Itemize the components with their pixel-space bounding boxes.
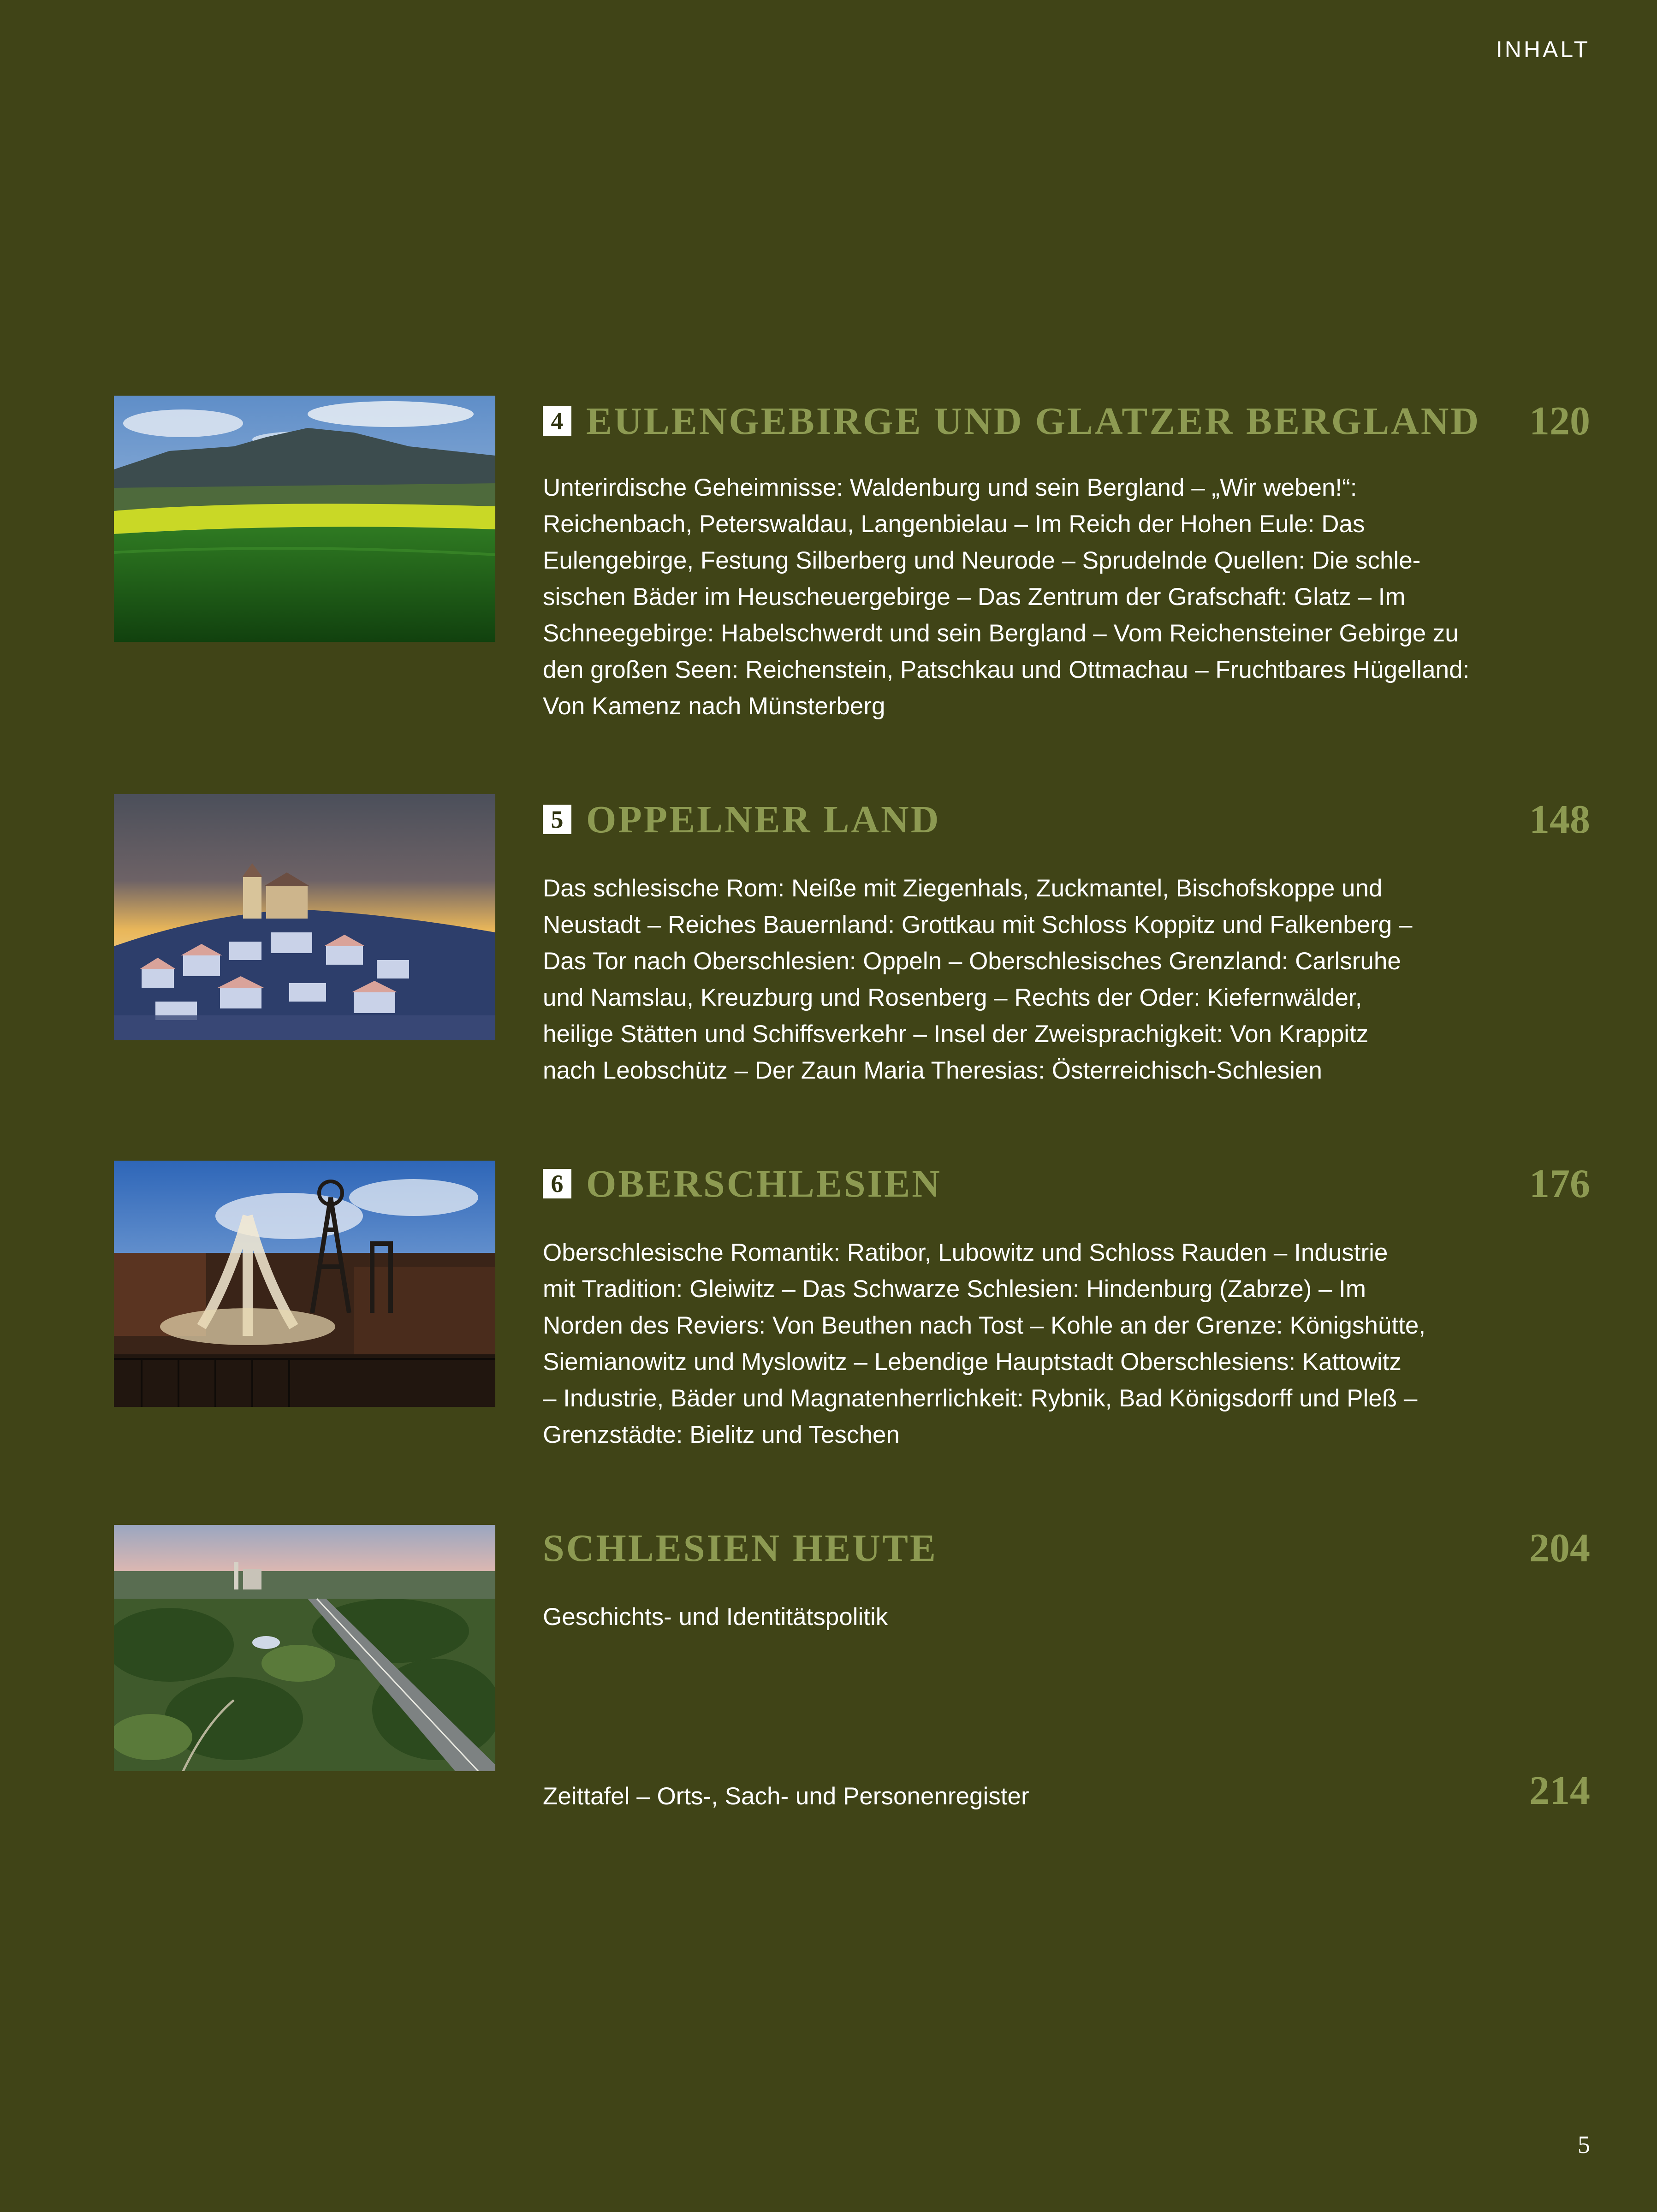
chapter-number-badge: 5 bbox=[543, 805, 571, 834]
chapter-page-number: 176 bbox=[1529, 1161, 1590, 1206]
chapter-number-badge: 6 bbox=[543, 1169, 571, 1198]
description-line: Siemianowitz und Myslowitz – Lebendige Hauptstadt Oberschlesiens: Kattowitz bbox=[543, 1348, 1402, 1376]
description-line: mit Tradition: Gleiwitz – Das Schwarze Schlesien: Hindenburg (Zabrze) – Im bbox=[543, 1275, 1366, 1303]
toc-section-5 bbox=[0, 794, 1657, 1135]
chapter-page-number: 148 bbox=[1529, 797, 1590, 842]
register-page-number: 214 bbox=[1529, 1768, 1590, 1813]
description-line: Eulengebirge, Festung Silberberg und Neurode – Sprudelnde Quellen: Die schle- bbox=[543, 547, 1421, 574]
description-line: Oberschlesische Romantik: Ratibor, Lubowitz und Schloss Rauden – Industrie bbox=[543, 1239, 1388, 1266]
chapter-description bbox=[543, 469, 1502, 724]
description-line: Das schlesische Rom: Neiße mit Ziegenhals, Zuckmantel, Bischofskoppe und bbox=[543, 875, 1383, 902]
section-title-row bbox=[543, 1523, 1590, 1573]
toc-section-4 bbox=[0, 396, 1657, 746]
thumbnail-highway-aerial bbox=[114, 1525, 495, 1771]
thumbnail-mountain-landscape bbox=[114, 396, 495, 642]
chapter-title: OPPELNER LAND bbox=[586, 798, 941, 841]
description-line: Geschichts- und Identitätspolitik bbox=[543, 1603, 888, 1631]
description-line: sischen Bäder im Heuscheuergebirge – Das Zentrum der Grafschaft: Glatz – Im bbox=[543, 583, 1406, 611]
description-line: Grenzstädte: Bielitz und Teschen bbox=[543, 1421, 900, 1448]
chapter-title: OBERSCHLESIEN bbox=[586, 1162, 942, 1205]
chapter-title: SCHLESIEN HEUTE bbox=[543, 1526, 938, 1570]
toc-section-6 bbox=[0, 1158, 1657, 1500]
chapter-description bbox=[543, 870, 1502, 1089]
register-entry-text: Zeittafel – Orts-, Sach- und Personenregister bbox=[543, 1783, 1029, 1810]
section-title-row bbox=[543, 396, 1590, 446]
description-line: nach Leobschütz – Der Zaun Maria Theresias: Österreichisch-Schlesien bbox=[543, 1057, 1322, 1084]
chapter-page-number: 120 bbox=[1529, 398, 1590, 444]
description-line: Norden des Reviers: Von Beuthen nach Tost – Kohle an der Grenze: Königshütte, bbox=[543, 1312, 1426, 1339]
page-number: 5 bbox=[1578, 2131, 1590, 2159]
description-line: Unterirdische Geheimnisse: Waldenburg und sein Bergland – „Wir weben!“: bbox=[543, 474, 1357, 501]
thumbnail-winter-town bbox=[114, 794, 495, 1040]
description-line: Reichenbach, Peterswaldau, Langenbielau – Im Reich der Hohen Eule: Das bbox=[543, 510, 1365, 538]
description-line: Schneegebirge: Habelschwerdt und sein Bergland – Vom Reichensteiner Gebirge zu bbox=[543, 620, 1459, 647]
section-title-row bbox=[543, 1158, 1590, 1209]
section-title-row bbox=[543, 794, 1590, 845]
chapter-description bbox=[543, 1599, 1502, 1635]
description-line: Von Kamenz nach Münsterberg bbox=[543, 693, 885, 720]
description-line: heilige Stätten und Schiffsverkehr – Insel der Zweisprachigkeit: Von Krappitz bbox=[543, 1020, 1369, 1048]
description-line: den großen Seen: Reichenstein, Patschkau und Ottmachau – Fruchtbares Hügelland: bbox=[543, 656, 1470, 683]
description-line: Das Tor nach Oberschlesien: Oppeln – Oberschlesisches Grenzland: Carlsruhe bbox=[543, 948, 1401, 975]
description-line: und Namslau, Kreuzburg und Rosenberg – Rechts der Oder: Kiefernwälder, bbox=[543, 984, 1362, 1011]
toc-entry-register bbox=[543, 1764, 1590, 1815]
chapter-title: EULENGEBIRGE UND GLATZER BERGLAND bbox=[586, 399, 1481, 443]
thumbnail-industrial-fountain bbox=[114, 1161, 495, 1407]
description-line: Neustadt – Reiches Bauernland: Grottkau mit Schloss Koppitz und Falkenberg – bbox=[543, 911, 1413, 938]
chapter-page-number: 204 bbox=[1529, 1525, 1590, 1571]
chapter-description bbox=[543, 1234, 1502, 1453]
description-line: – Industrie, Bäder und Magnatenherrlichkeit: Rybnik, Bad Königsdorff und Pleß – bbox=[543, 1385, 1418, 1412]
chapter-number-badge: 4 bbox=[543, 406, 571, 436]
toc-section-schlesien-heute bbox=[0, 1523, 1657, 1781]
running-header: INHALT bbox=[1496, 36, 1590, 62]
